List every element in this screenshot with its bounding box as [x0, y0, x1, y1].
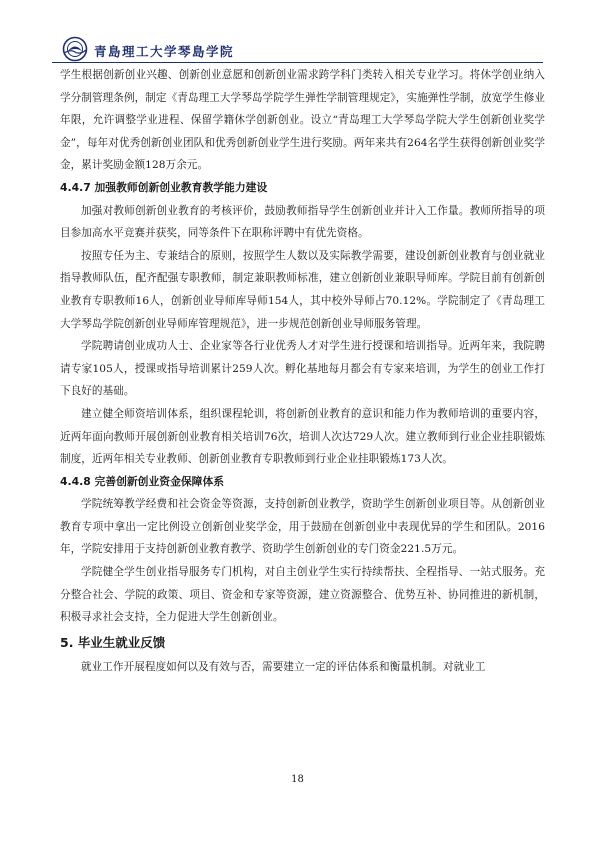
university-logo-icon — [62, 36, 88, 62]
paragraph-employment-evaluation: 就业工作开展程度如何以及有效与否，需要建立一定的评估体系和衡量机制。对就业工 — [81, 660, 486, 673]
paragraph-expert-invitation: 学院聘请创业成功人士、企业家等各行业优秀人才对学生进行授课和培训指导。近两年来，我院聘请专家105人，授课或指导培训累计259人次。孵化基地每月都会有专家来培训，为学生的创业工作打下良好的基础。 — [60, 340, 545, 398]
page-number: 18 — [291, 774, 304, 785]
page-body — [60, 64, 545, 678]
heading-4-4-8: 4.4.8 完善创新创业资金保障体系 — [60, 474, 225, 488]
paragraph-funding: 学院统筹教学经费和社会资金等资源，支持创新创业教学，资助学生创新创业项目等。从创新创业教育专项中拿出一定比例设立创新创业奖学金，用于鼓励在创新创业中表现优异的学生和团队。2016年，学院安排用于支持创新创业教育教学、资助学生创新创业的专门资金221.5万元。 — [60, 498, 545, 556]
school-name: 青島理工大学琴島学院 — [94, 44, 235, 59]
paragraph-teacher-evaluation: 加强对教师创新创业教育的考核评价，鼓励教师指导学生创新创业并计入工作量。教师所指导的项目参加高水平竞赛并获奖，同等条件下在职称评聘中有优先资格。 — [60, 204, 545, 240]
heading-4-4-7: 4.4.7 加强教师创新创业教育教学能力建设 — [60, 180, 268, 194]
paragraph-teacher-team: 按照专任为主、专兼结合的原则，按照学生人数以及实际教学需要，建设创新创业教育与创业就业指导教师队伍，配齐配强专职教师，制定兼职教师标准，建立创新创业兼职导师库。学院目前有创新创业教育专职教师16人，创新创业导师库导师154人，其中校外导师占70.12%。学院制定了《青岛理工大学琴岛学院创新创业导师库管理规范》，进一步规范创新创业导师服务管理。 — [60, 249, 545, 330]
heading-section-5: 5. 毕业生就业反馈 — [60, 634, 166, 650]
header-rule — [52, 62, 543, 63]
paragraph-flexible-schooling: 学生根据创新创业兴趣、创新创业意愿和创新创业需求跨学科门类转入相关专业学习。将休学创业纳入学分制管理条例，制定《青岛理工大学琴岛学院学生弹性学制管理规定》，实施弹性学制，放宽学生修业年限，允许调整学业进程、保留学籍休学创新创业。设立“青岛理工大学琴岛学院大学生创新创业奖学金”，每年对优秀创新创业团队和优秀创新创业学生进行奖励。两年来共有264名学生获得创新创业奖学金，累计奖励金额128万余元。 — [60, 69, 545, 172]
paragraph-guidance-service: 学院健全学生创业指导服务专门机构，对自主创业学生实行持续帮扶、全程指导、一站式服务。充分整合社会、学院的政策、项目、资金和专家等资源，建立资源整合、优势互补、协同推进的新机制，积极寻求社会支持，全力促进大学生创新创业。 — [60, 566, 545, 624]
paragraph-teacher-training: 建立健全师资培训体系，组织课程轮训，将创新创业教育的意识和能力作为教师培训的重要内容，近两年面向教师开展创新创业教育相关培训76次，培训人次达729人次。建立教师到行业企业挂职锻炼制度，近两年相关专业教师、创新创业教育专职教师到行业企业挂职锻炼173人次。 — [60, 407, 545, 466]
